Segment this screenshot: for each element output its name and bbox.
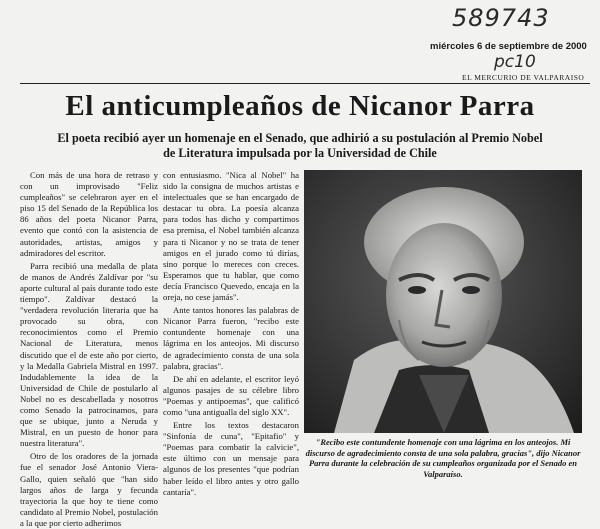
newspaper-masthead: EL MERCURIO DE VALPARAISO (462, 73, 585, 82)
paragraph: Entre los textos destacaron "Sinfonía de cuna", "Epitafio" y "Poemas para combatir la calvicie", este último con un mensaje para algunos de los presentes "que podrían haber leído el libro antes y otro gallo cantaría". (163, 420, 299, 497)
portrait-illustration (304, 170, 582, 433)
page-mark-annotation: pc10 (494, 52, 536, 72)
paragraph: Con más de una hora de retraso y con un improvisado "Feliz cumpleaños" se celebraron ayer en el piso 15 del Senado de la República los 86 años del poeta Nicanor Parra, evento que contó con la asistencia de autoridades, artistas, amigos y admiradores del escritor. (20, 170, 158, 258)
archive-id-annotation: 589743 (452, 4, 550, 32)
article-column-left (20, 170, 158, 528)
portrait-photo (304, 170, 582, 433)
photo-caption: "Recibo este contundente homenaje con una lágrima en los anteojos. Mi discurso de agradecimiento consta de una sola palabra, gracias", dijo Nicanor Parra durante la celebración de su cumpleaños organizada por el Senado en Valparaíso. (305, 437, 581, 479)
paragraph: Parra recibió una medalla de plata de manos de Andrés Zaldívar por "su aporte cultural al país durante todo este tiempo". Zaldívar destacó la "verdadera revolución literaria que ha provocado su obra, con reconocimientos como el Premio Nacional de Literatura, menos discutido que el de este año por cierto, y la Medalla Gabriela Mistral en 1997. Indudablemente la idea de la Universidad de Chile de postularlo al Nobel no es descabellada y nosotros como Senado la patrocinamos, para que se ubique, junto a Neruda y Mistral, en un puesto de honor para nuestra literatura". (20, 260, 158, 449)
paragraph: Ante tantos honores las palabras de Nicanor Parra fueron, "recibo este contundente homenaje con una lágrima en los anteojos. Mi discurso de agradecimiento consta de una sola palabra, gracias". (163, 305, 299, 371)
headline: El anticumpleaños de Nicanor Parra (65, 90, 535, 122)
publication-date: miércoles 6 de septiembre de 2000 (430, 41, 587, 52)
subheadline: El poeta recibió ayer un homenaje en el Senado, que adhirió a su postulación al Premio Nobel de Literatura impulsada por la Universidad de Chile (57, 131, 543, 160)
article-column-middle (163, 170, 299, 497)
paragraph: Otro de los oradores de la jornada fue el senador José Antonio Viera-Gallo, quien señaló que "han sido largos años de larga y fecunda trayectoria la que hoy te tiene como candidato al Premio Nobel, postulación a la que por cierto adherimos (20, 451, 158, 528)
header-rule (20, 83, 590, 84)
paragraph: De ahí en adelante, el escritor leyó algunos pasajes de su célebre libro "Poemas y antipoemas", que calificó como "una antigualla del siglo XX". (163, 373, 299, 417)
paragraph: con entusiasmo. "Nica al Nobel" ha sido la consigna de muchos artistas e intelectuales que se han encargado de destacar tu obra. La poesía alcanza para todos has dicho y compartimos esa premisa, el Nobel también alcanza para ti Nicanor y no se trata de tener amigos en el jurado como tú dirías, sino porque lo mereces con creces. Esperamos que tu hablar, que como decía Francisco Quevedo, encaja en la oreja, no cese jamás". (163, 170, 299, 303)
